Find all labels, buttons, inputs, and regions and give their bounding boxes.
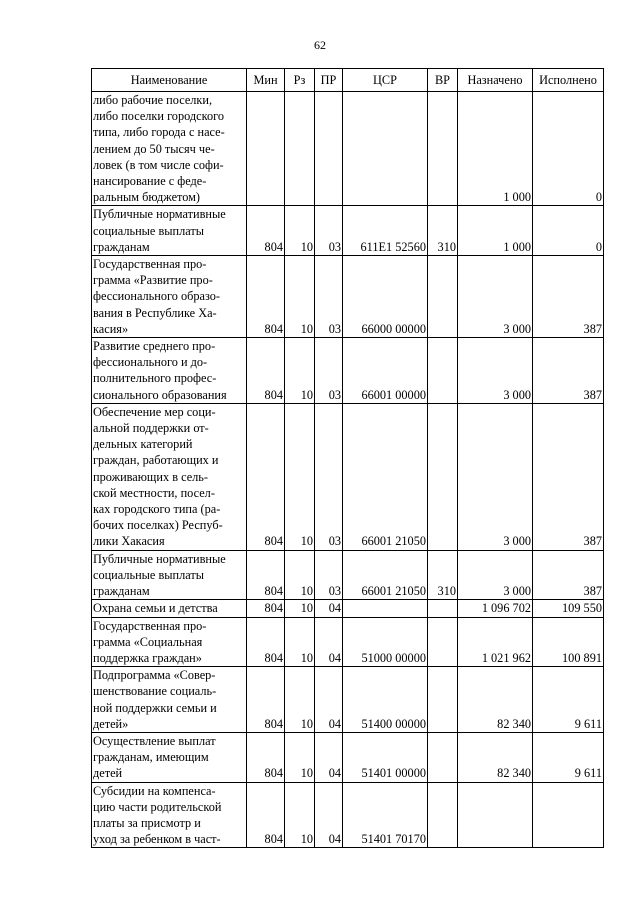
cell-pr: 03 xyxy=(315,206,343,256)
cell-pr: 04 xyxy=(315,732,343,782)
cell-csr: 66001 21050 xyxy=(343,550,428,600)
cell-vr xyxy=(428,782,458,848)
cell-name xyxy=(92,550,247,600)
cell-name-line: Охрана семьи и детства xyxy=(93,601,218,616)
cell-name-line: гражданам, имеющим xyxy=(93,750,209,765)
cell-name-line: грамма «Социальная xyxy=(93,634,203,649)
table-row xyxy=(92,600,604,617)
cell-csr: 51401 00000 xyxy=(343,732,428,782)
cell-name-line: полнительного профес- xyxy=(93,371,217,386)
cell-name xyxy=(92,338,247,404)
cell-name-line: поддержка граждан» xyxy=(93,650,202,665)
cell-name xyxy=(92,206,247,256)
cell-name-line: лики Хакасия xyxy=(93,534,165,549)
cell-assigned: 1 000 xyxy=(458,206,533,256)
header-min: Мин xyxy=(247,69,285,92)
cell-executed: 0 xyxy=(533,206,604,256)
cell-assigned: 3 000 xyxy=(458,338,533,404)
budget-table xyxy=(91,68,604,848)
cell-csr: 51400 00000 xyxy=(343,667,428,733)
cell-vr: 310 xyxy=(428,206,458,256)
cell-pr: 03 xyxy=(315,256,343,338)
cell-vr xyxy=(428,617,458,667)
table-body xyxy=(92,92,604,848)
header-row xyxy=(92,69,604,92)
cell-rz: 10 xyxy=(285,550,315,600)
header-pr: ПР xyxy=(315,69,343,92)
cell-name-line: вания в Республике Ха- xyxy=(93,305,217,320)
cell-executed: 109 550 xyxy=(533,600,604,617)
cell-name xyxy=(92,92,247,206)
cell-name-line: социальные выплаты xyxy=(93,223,205,238)
table-row xyxy=(92,617,604,667)
cell-rz: 10 xyxy=(285,732,315,782)
cell-name-line: гражданам xyxy=(93,584,150,599)
cell-name xyxy=(92,256,247,338)
cell-assigned xyxy=(458,782,533,848)
table-row xyxy=(92,732,604,782)
cell-csr xyxy=(343,92,428,206)
cell-rz: 10 xyxy=(285,403,315,550)
header-vr: ВР xyxy=(428,69,458,92)
cell-assigned: 3 000 xyxy=(458,550,533,600)
cell-rz: 10 xyxy=(285,667,315,733)
header-csr: ЦСР xyxy=(343,69,428,92)
cell-executed: 9 611 xyxy=(533,667,604,733)
cell-rz: 10 xyxy=(285,600,315,617)
cell-name-line: платы за присмотр и xyxy=(93,815,201,830)
cell-pr: 04 xyxy=(315,617,343,667)
cell-rz: 10 xyxy=(285,338,315,404)
cell-name xyxy=(92,782,247,848)
cell-name-line: либо поселки городского xyxy=(93,109,224,124)
cell-name-line: Субсидии на компенса- xyxy=(93,783,216,798)
page-number: 62 xyxy=(314,38,326,52)
cell-min: 804 xyxy=(247,403,285,550)
cell-name-line: ной поддержки семьи и xyxy=(93,700,217,715)
cell-name-line: альной поддержки от- xyxy=(93,421,209,436)
cell-executed: 387 xyxy=(533,338,604,404)
cell-pr: 03 xyxy=(315,550,343,600)
cell-name-line: дельных категорий xyxy=(93,437,193,452)
cell-name-line: фессионального образо- xyxy=(93,289,220,304)
cell-name-line: Осуществление выплат xyxy=(93,733,216,748)
cell-rz: 10 xyxy=(285,206,315,256)
cell-csr: 51000 00000 xyxy=(343,617,428,667)
cell-name-line: ральным бюджетом) xyxy=(93,190,201,205)
cell-min: 804 xyxy=(247,617,285,667)
cell-name-line: шенствование социаль- xyxy=(93,684,217,699)
cell-name-line: сионального образования xyxy=(93,387,227,402)
cell-rz: 10 xyxy=(285,617,315,667)
cell-name-line: ках городского типа (ра- xyxy=(93,502,221,517)
cell-name-line: цию части родительской xyxy=(93,799,222,814)
cell-rz: 10 xyxy=(285,256,315,338)
cell-csr: 66000 00000 xyxy=(343,256,428,338)
cell-min: 804 xyxy=(247,256,285,338)
cell-name xyxy=(92,600,247,617)
cell-name xyxy=(92,732,247,782)
cell-name-line: гражданам xyxy=(93,239,150,254)
cell-name-line: Развитие среднего про- xyxy=(93,339,216,354)
cell-name xyxy=(92,403,247,550)
cell-name-line: Обеспечение мер соци- xyxy=(93,404,216,419)
cell-assigned: 82 340 xyxy=(458,732,533,782)
cell-assigned: 3 000 xyxy=(458,403,533,550)
cell-name-line: детей» xyxy=(93,716,129,731)
cell-name-line: граждан, работающих и xyxy=(93,453,219,468)
cell-pr: 04 xyxy=(315,600,343,617)
cell-name-line: детей xyxy=(93,766,123,781)
cell-name-line: Государственная про- xyxy=(93,257,207,272)
table-row xyxy=(92,206,604,256)
cell-name-line: касия» xyxy=(93,321,129,336)
cell-vr xyxy=(428,256,458,338)
cell-executed: 387 xyxy=(533,550,604,600)
cell-csr: 66001 00000 xyxy=(343,338,428,404)
cell-name-line: фессионального и до- xyxy=(93,355,208,370)
cell-executed: 387 xyxy=(533,256,604,338)
table-row xyxy=(92,338,604,404)
cell-name-line: уход за ребенком в част- xyxy=(93,832,221,847)
cell-vr xyxy=(428,600,458,617)
header-name: Наименование xyxy=(92,69,247,92)
cell-min xyxy=(247,92,285,206)
header-rz: Рз xyxy=(285,69,315,92)
cell-assigned: 1 021 962 xyxy=(458,617,533,667)
cell-name xyxy=(92,617,247,667)
cell-vr xyxy=(428,732,458,782)
cell-assigned: 3 000 xyxy=(458,256,533,338)
cell-pr: 03 xyxy=(315,338,343,404)
cell-name-line: Подпрограмма «Совер- xyxy=(93,668,216,683)
cell-executed: 100 891 xyxy=(533,617,604,667)
header-assigned: Назначено xyxy=(458,69,533,92)
table-row xyxy=(92,550,604,600)
cell-min: 804 xyxy=(247,600,285,617)
cell-name-line: лением до 50 тысяч че- xyxy=(93,141,215,156)
cell-pr xyxy=(315,92,343,206)
cell-name-line: Государственная про- xyxy=(93,618,207,633)
cell-min: 804 xyxy=(247,550,285,600)
cell-name-line: ской местности, посел- xyxy=(93,485,215,500)
cell-pr: 03 xyxy=(315,403,343,550)
cell-csr: 66001 21050 xyxy=(343,403,428,550)
cell-name-line: либо рабочие поселки, xyxy=(93,93,213,107)
cell-name-line: проживающих в сель- xyxy=(93,469,208,484)
cell-name xyxy=(92,667,247,733)
table-row xyxy=(92,667,604,733)
table-row xyxy=(92,403,604,550)
cell-name-line: социальные выплаты xyxy=(93,567,205,582)
cell-name-line: типа, либо города с насе- xyxy=(93,125,225,140)
cell-assigned: 1 000 xyxy=(458,92,533,206)
cell-vr xyxy=(428,667,458,733)
cell-executed: 387 xyxy=(533,403,604,550)
cell-executed xyxy=(533,782,604,848)
table-row xyxy=(92,256,604,338)
cell-vr xyxy=(428,403,458,550)
cell-min: 804 xyxy=(247,782,285,848)
cell-csr: 611Е1 52560 xyxy=(343,206,428,256)
cell-name-line: бочих поселках) Респуб- xyxy=(93,518,223,533)
cell-pr: 04 xyxy=(315,782,343,848)
cell-name-line: грамма «Развитие про- xyxy=(93,273,213,288)
cell-rz: 10 xyxy=(285,782,315,848)
cell-rz xyxy=(285,92,315,206)
header-executed: Исполнено xyxy=(533,69,604,92)
table-row xyxy=(92,92,604,206)
cell-min: 804 xyxy=(247,338,285,404)
cell-vr xyxy=(428,338,458,404)
cell-min: 804 xyxy=(247,206,285,256)
cell-min: 804 xyxy=(247,732,285,782)
cell-name-line: ловек (в том числе софи- xyxy=(93,157,224,172)
cell-name-line: нансирование с феде- xyxy=(93,174,207,189)
cell-min: 804 xyxy=(247,667,285,733)
cell-pr: 04 xyxy=(315,667,343,733)
cell-vr xyxy=(428,92,458,206)
cell-name-line: Публичные нормативные xyxy=(93,551,226,566)
cell-executed: 0 xyxy=(533,92,604,206)
cell-assigned: 1 096 702 xyxy=(458,600,533,617)
cell-csr: 51401 70170 xyxy=(343,782,428,848)
cell-name-line: Публичные нормативные xyxy=(93,207,226,222)
cell-csr xyxy=(343,600,428,617)
table-row xyxy=(92,782,604,848)
cell-assigned: 82 340 xyxy=(458,667,533,733)
cell-executed: 9 611 xyxy=(533,732,604,782)
cell-vr: 310 xyxy=(428,550,458,600)
